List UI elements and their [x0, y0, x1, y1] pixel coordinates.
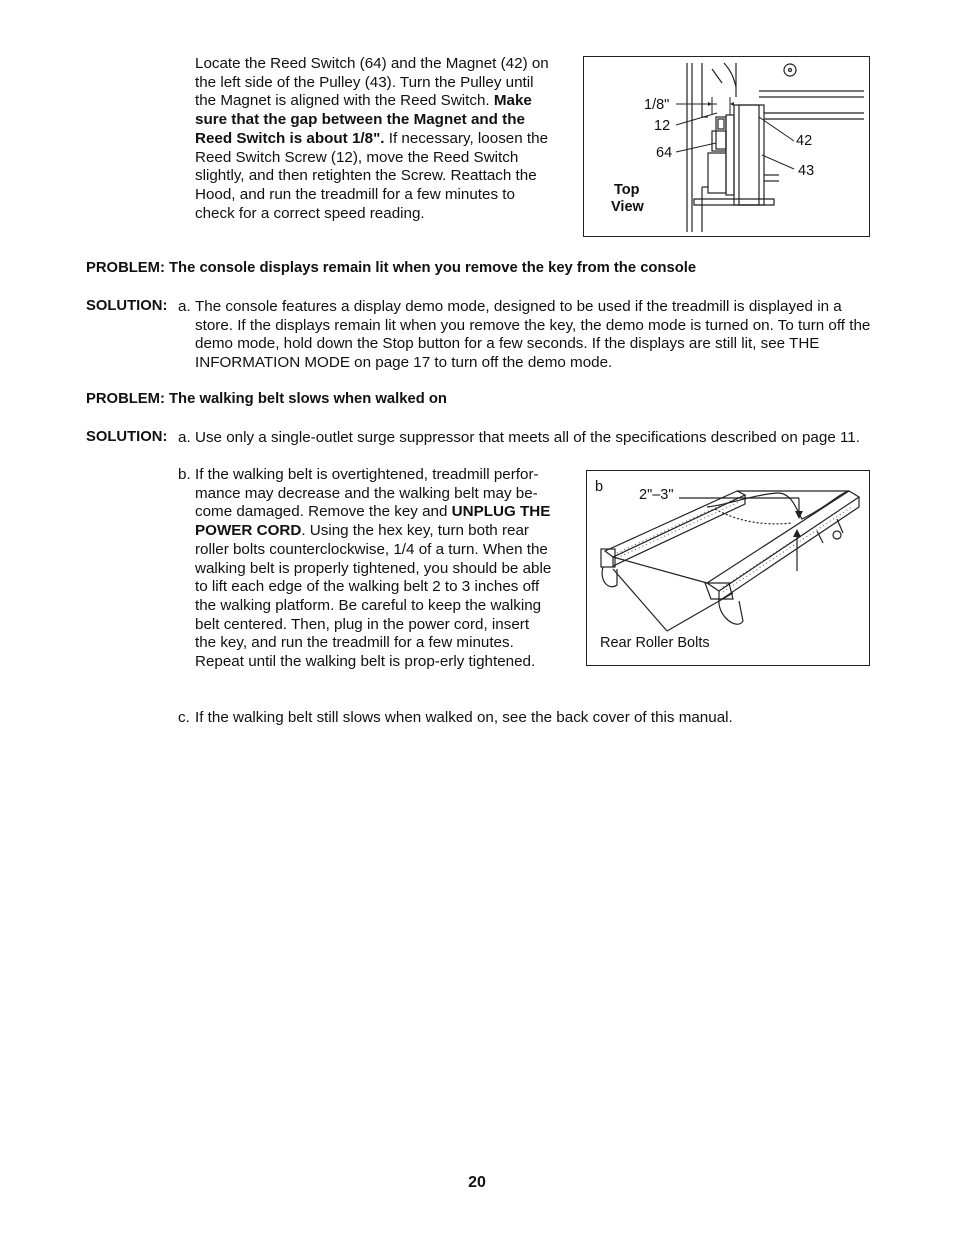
solution-2-label: SOLUTION:: [86, 429, 168, 445]
rear-roller-bolts-label: Rear Roller Bolts: [600, 635, 710, 651]
solution-2-a-text: Use only a single-outlet surge suppressor that meets all of the specifications described on page 11.: [195, 429, 860, 446]
magnet-label: 42: [796, 133, 813, 149]
solution-2-b-marker: b.: [178, 466, 191, 483]
b-text-part-2: . Using the hex key, turn both rear roller bolts counterclockwise, 1/4 of a turn. When the walking belt is properly tightened, you should be able to lift each edge of the walking belt 2 to 3 inches off the walking platform. Be careful to keep the walking belt centered. Then, plug in the power cord, insert the key, and run the treadmill for a few minutes. Repeat until the walking belt is prop-erly tightened.: [195, 522, 552, 671]
screw-label: 12: [654, 118, 671, 134]
solution-1-label: SOLUTION:: [86, 298, 168, 314]
solution-2-c-text: If the walking belt still slows when walked on, see the back cover of this manual.: [195, 709, 733, 726]
figure-b-letter: b: [595, 479, 604, 495]
view-label-top: Top: [614, 182, 640, 198]
solution-1-a-marker: a.: [178, 298, 191, 315]
reed-switch-label: 64: [656, 145, 673, 161]
instructions-text-1: Locate the Reed Switch (64) and the Magnet (42) on the left side of the Pulley (43). Turn the Pulley until the Magnet is aligned with the Reed Switch.: [195, 55, 549, 110]
problem-1-heading: PROBLEM: The console displays remain lit when you remove the key from the console: [86, 260, 697, 276]
b-text-bold: UNPLUG THE POWER CORD: [195, 503, 551, 540]
instructions-bold: Make sure that the gap between the Magnet and the Reed Switch is about 1/8".: [195, 92, 532, 147]
belt-tension-figure: [586, 470, 870, 666]
b-text-part-1: If the walking belt is overtightened, treadmill perfor-mance may decrease and the walking belt may be-come damaged. Remove the key and: [195, 466, 539, 521]
problem-2-heading: PROBLEM: The walking belt slows when walked on: [86, 391, 447, 407]
page-number: 20: [468, 1174, 486, 1191]
reed-switch-instructions: [195, 55, 557, 223]
lift-measurement-label: 2"–3": [639, 487, 674, 503]
solution-2-c-marker: c.: [178, 709, 190, 726]
top-view-figure: [583, 56, 870, 237]
view-label-view: View: [611, 199, 644, 215]
solution-2-a-marker: a.: [178, 429, 191, 446]
solution-2-b-text: [195, 466, 553, 672]
instructions-text-2: If necessary, loosen the Reed Switch Screw (12), move the Reed Switch slightly, and then retighten the Screw. Reattach the Hood, and run the treadmill for a few minutes to check for a correct speed reading.: [195, 129, 549, 222]
solution-1-a-text: The console features a display demo mode, designed to be used if the treadmill is displayed in a store. If the displays remain lit when you remove the key, the demo mode is turned on. To turn off the demo mode, hold down the Stop button for a few seconds. If the displays are still lit, see THE INFORMATION MODE on page 17 to turn off the demo mode.: [195, 298, 871, 372]
gap-label: 1/8": [644, 97, 670, 113]
pulley-label: 43: [798, 163, 815, 179]
